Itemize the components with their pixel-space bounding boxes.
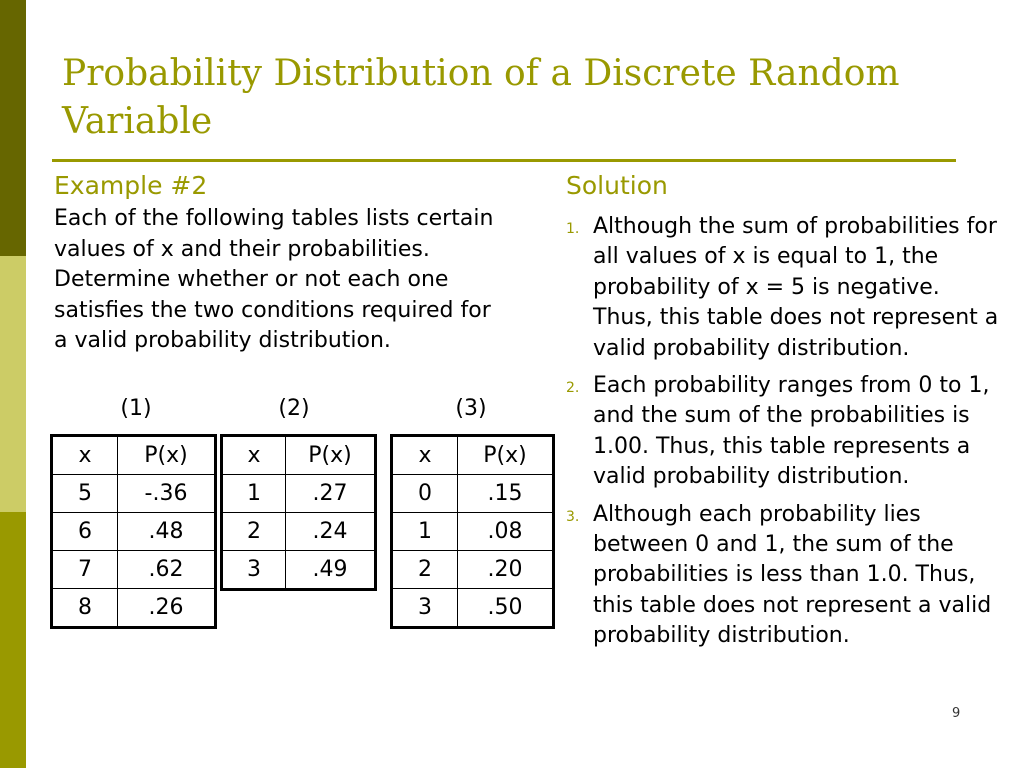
solution-item [566, 371, 1006, 493]
table-3-label: (3) [455, 396, 487, 421]
table-header-row [52, 436, 216, 475]
decor-stripe-middle [0, 256, 26, 512]
table-header-row [392, 436, 554, 475]
table-row [52, 475, 216, 513]
distribution-table-2 [220, 434, 377, 591]
solution-item-number: 2. [566, 380, 580, 397]
cell-x: 2 [222, 513, 286, 551]
solution-item-text: Although each probability lies between 0 and 1, the sum of the probabilities is less than 1.0. Thus, this table does not represent a valid probability distribution. [593, 501, 992, 649]
cell-x: 1 [392, 513, 458, 551]
header-px: P(x) [458, 436, 554, 475]
page-number: 9 [952, 706, 961, 721]
cell-x: 7 [52, 551, 118, 589]
cell-px: .15 [458, 475, 554, 513]
table-row [392, 589, 554, 628]
solution-list [566, 212, 1006, 659]
cell-x: 3 [222, 551, 286, 590]
solution-item-number: 3. [566, 508, 580, 525]
table-row [392, 513, 554, 551]
cell-x: 8 [52, 589, 118, 628]
cell-px: .20 [458, 551, 554, 589]
example-text: Each of the following tables lists certain values of x and their probabilities. Determine whether or not each one satisfies the two conditions required for a valid probability distribution. [54, 206, 494, 353]
table-row [222, 475, 376, 513]
cell-x: 5 [52, 475, 118, 513]
table-row [392, 475, 554, 513]
decor-stripe-bottom [0, 512, 26, 768]
header-x: x [392, 436, 458, 475]
cell-x: 6 [52, 513, 118, 551]
solution-item-text: Each probability ranges from 0 to 1, and the sum of the probabilities is 1.00. Thus, this table represents a valid probability distribution. [593, 373, 990, 490]
distribution-table-3 [390, 434, 555, 629]
cell-px: .49 [286, 551, 376, 590]
cell-px: .27 [286, 475, 376, 513]
table-header-row [222, 436, 376, 475]
solution-heading: Solution [566, 171, 668, 200]
cell-px: .62 [118, 551, 216, 589]
solution-item [566, 500, 1006, 652]
table-row [392, 551, 554, 589]
cell-x: 1 [222, 475, 286, 513]
cell-px: .24 [286, 513, 376, 551]
table-row [52, 589, 216, 628]
cell-px: -.36 [118, 475, 216, 513]
table-row [52, 513, 216, 551]
table-row [52, 551, 216, 589]
solution-item-number: 1. [566, 221, 580, 237]
table-row [222, 551, 376, 590]
distribution-table-1 [50, 434, 217, 629]
slide-title: Probability Distribution of a Discrete Random Variable [62, 53, 900, 142]
cell-x: 0 [392, 475, 458, 513]
header-x: x [222, 436, 286, 475]
cell-x: 2 [392, 551, 458, 589]
header-px: P(x) [286, 436, 376, 475]
decor-stripe-top [0, 0, 26, 256]
table-2-label: (2) [278, 396, 310, 421]
cell-px: .48 [118, 513, 216, 551]
table-row [222, 513, 376, 551]
solution-item-text: Although the sum of probabilities for all values of x is equal to 1, the probability of x = 5 is negative. Thus, this table does not represent a valid probability distribution. [593, 214, 999, 361]
solution-item [566, 212, 1006, 364]
example-heading: Example #2 [54, 171, 208, 200]
cell-px: .26 [118, 589, 216, 628]
cell-px: .08 [458, 513, 554, 551]
header-px: P(x) [118, 436, 216, 475]
cell-x: 3 [392, 589, 458, 628]
cell-px: .50 [458, 589, 554, 628]
header-x: x [52, 436, 118, 475]
table-1-label: (1) [120, 396, 152, 421]
title-divider [52, 159, 956, 162]
